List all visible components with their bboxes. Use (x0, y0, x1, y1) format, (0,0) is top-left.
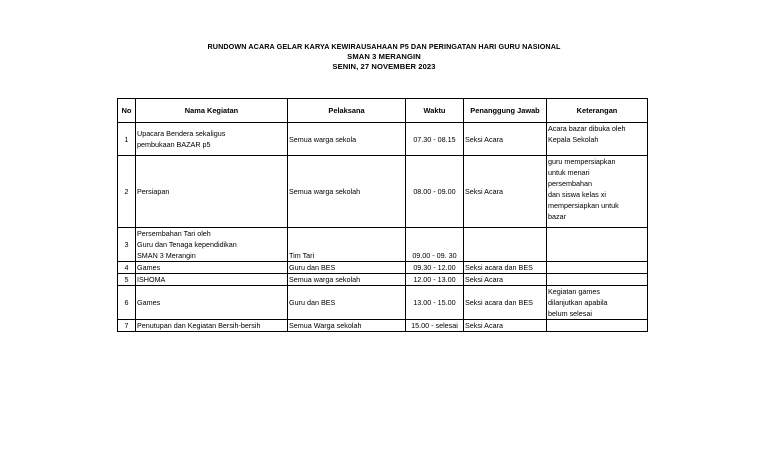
cell-no: 4 (118, 262, 136, 274)
cell-waktu: 08.00 - 09.00 (406, 156, 464, 228)
cell-keterangan-line: untuk menari (548, 168, 590, 177)
cell-waktu: 15.00 - selesai (406, 320, 464, 332)
cell-penanggung-jawab (464, 228, 547, 262)
table-row (118, 262, 648, 274)
cell-kegiatan-line: Penutupan dan Kegiatan Bersih-bersih (137, 321, 261, 330)
cell-waktu: 12.00 - 13.00 (406, 274, 464, 286)
cell-kegiatan-line: Upacara Bendera sekaligus (137, 129, 226, 138)
cell-keterangan-line: persembahan (548, 179, 592, 188)
cell-keterangan-line: guru mempersiapkan (548, 157, 616, 166)
cell-no: 5 (118, 274, 136, 286)
cell-keterangan-line: belum selesai (548, 309, 592, 318)
event-date: SENIN, 27 NOVEMBER 2023 (332, 62, 436, 71)
cell-pelaksana: Tim Tari (288, 228, 406, 262)
cell-pelaksana: Semua warga sekola (288, 123, 406, 156)
cell-pelaksana: Semua Warga sekolah (288, 320, 406, 332)
cell-waktu: 13.00 - 15.00 (406, 286, 464, 320)
document-header (0, 42, 768, 72)
cell-kegiatan (136, 274, 288, 286)
cell-kegiatan-line: pembukaan BAZAR p5 (137, 140, 211, 149)
cell-penanggung-jawab: Seksi Acara (464, 123, 547, 156)
cell-kegiatan-line: ISHOMA (137, 275, 166, 284)
cell-waktu: 07.30 - 08.15 (406, 123, 464, 156)
cell-keterangan-line: Kegiatan games (548, 287, 600, 296)
cell-keterangan-line: bazar (548, 212, 566, 221)
cell-kegiatan-line: Games (137, 263, 161, 272)
cell-keterangan (547, 320, 648, 332)
cell-no: 7 (118, 320, 136, 332)
document-title: RUNDOWN ACARA GELAR KARYA KEWIRAUSAHAAN P5 DAN PERINGATAN HARI GURU NASIONAL (207, 42, 561, 51)
cell-kegiatan (136, 262, 288, 274)
table-row (118, 228, 648, 262)
cell-keterangan-line: mempersiapkan untuk (548, 201, 619, 210)
cell-no: 6 (118, 286, 136, 320)
cell-keterangan-line: Acara bazar dibuka oleh (548, 124, 626, 133)
column-header-penanggung-jawab: Penanggung Jawab (464, 99, 547, 123)
cell-keterangan-line: dan siswa kelas xi (548, 190, 606, 199)
cell-kegiatan (136, 228, 288, 262)
cell-keterangan (547, 123, 648, 156)
cell-keterangan (547, 274, 648, 286)
column-header-keterangan: Keterangan (547, 99, 648, 123)
school-name: SMAN 3 MERANGIN (347, 52, 421, 61)
cell-kegiatan-line: SMAN 3 Merangin (137, 251, 196, 260)
cell-pelaksana: Guru dan BES (288, 262, 406, 274)
cell-pelaksana: Semua warga sekolah (288, 274, 406, 286)
cell-waktu: 09.30 - 12.00 (406, 262, 464, 274)
table-row (118, 320, 648, 332)
cell-kegiatan (136, 156, 288, 228)
cell-kegiatan-line: Games (137, 298, 161, 307)
cell-keterangan (547, 286, 648, 320)
cell-kegiatan-line: Persiapan (137, 187, 170, 196)
cell-kegiatan (136, 123, 288, 156)
cell-kegiatan (136, 320, 288, 332)
cell-penanggung-jawab: Seksi Acara (464, 274, 547, 286)
cell-keterangan (547, 228, 648, 262)
cell-kegiatan-line: Guru dan Tenaga kependidikan (137, 240, 237, 249)
table-row (118, 156, 648, 228)
cell-no: 3 (118, 228, 136, 262)
cell-kegiatan (136, 286, 288, 320)
table-row (118, 286, 648, 320)
cell-penanggung-jawab: Seksi Acara (464, 156, 547, 228)
table-row (118, 123, 648, 156)
table-row (118, 274, 648, 286)
cell-pelaksana: Guru dan BES (288, 286, 406, 320)
cell-penanggung-jawab: Seksi acara dan BES (464, 262, 547, 274)
column-header-kegiatan: Nama Kegiatan (136, 99, 288, 123)
table-header-row (118, 99, 648, 123)
cell-penanggung-jawab: Seksi Acara (464, 320, 547, 332)
rundown-table (117, 98, 648, 332)
column-header-waktu: Waktu (406, 99, 464, 123)
cell-keterangan (547, 156, 648, 228)
cell-penanggung-jawab: Seksi acara dan BES (464, 286, 547, 320)
cell-no: 1 (118, 123, 136, 156)
cell-kegiatan-line: Persembahan Tari oleh (137, 229, 211, 238)
column-header-pelaksana: Pelaksana (288, 99, 406, 123)
cell-keterangan-line: Kepala Sekolah (548, 135, 599, 144)
table-body (118, 123, 648, 332)
column-header-no: No (118, 99, 136, 123)
cell-keterangan (547, 262, 648, 274)
cell-keterangan-line: dilanjutkan apabila (548, 298, 608, 307)
cell-pelaksana: Semua warga sekolah (288, 156, 406, 228)
cell-no: 2 (118, 156, 136, 228)
cell-waktu: 09.00 - 09. 30 (406, 228, 464, 262)
